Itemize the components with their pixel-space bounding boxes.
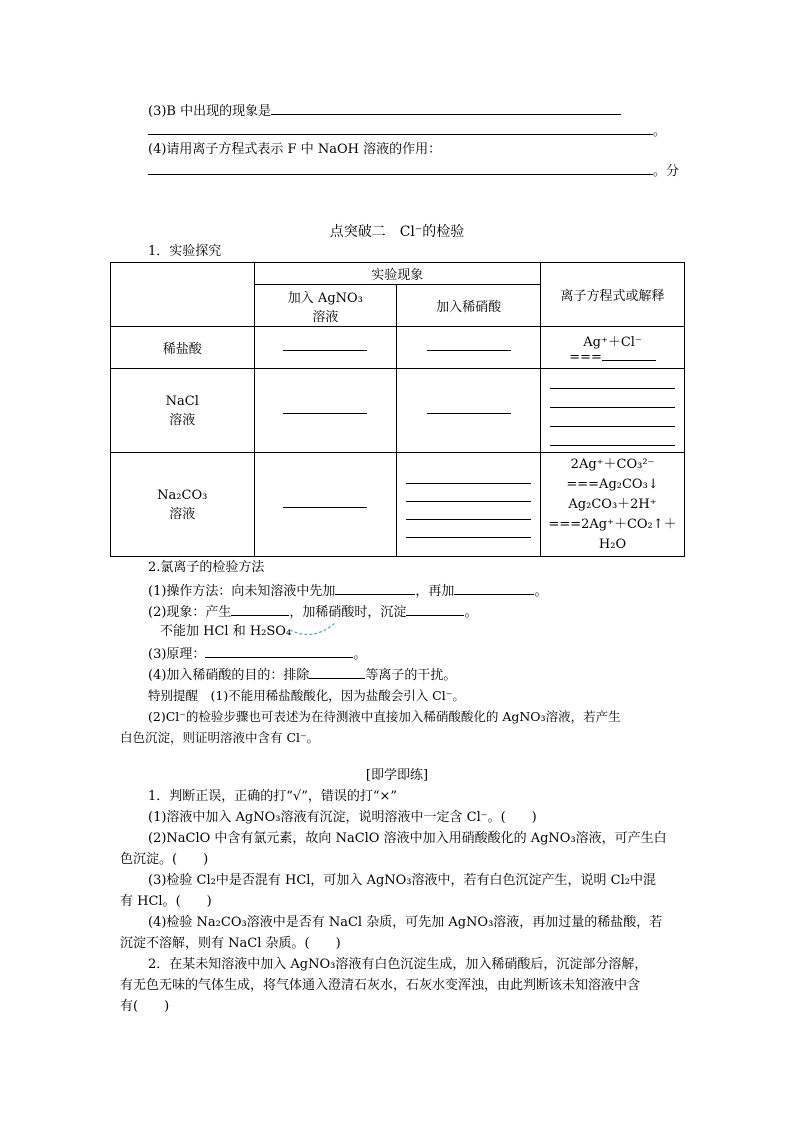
row-label-line2: 溶液	[169, 506, 196, 522]
row-label-line1: Na₂CO₃	[157, 487, 208, 503]
practice-q1: 1．判断正误，正确的打“√”，错误的打“×”	[148, 789, 398, 804]
cell-blank[interactable]	[397, 369, 541, 453]
cell-equation-na2co3	[541, 453, 685, 557]
method-operation	[148, 580, 547, 602]
row-label-line2: 溶液	[169, 412, 196, 428]
practice-q2: 2．在某未知溶液中加入 AgNO₃溶液有白色沉淀生成，加入稀硝酸后，沉淀部分溶解，	[148, 957, 648, 972]
practice-title: [即学即练]	[365, 768, 429, 783]
answer-blank[interactable]	[335, 580, 415, 595]
equation-text: Ag₂CO₃＋2H⁺	[568, 496, 657, 512]
question-4-text: (4)请用离子方程式表示 F 中 NaOH 溶液的作用：	[148, 142, 442, 157]
header-add-agno3	[254, 285, 397, 327]
method-purpose	[148, 664, 456, 686]
punctuation: 。	[534, 584, 548, 599]
answer-blank[interactable]	[406, 601, 464, 616]
answer-blank[interactable]	[148, 160, 653, 175]
practice-statement-2: (2)NaClO 中含有氯元素，故向 NaClO 溶液中加入用硝酸酸化的 AgNO₃溶液，可产生白	[148, 831, 667, 846]
practice-statement-1: (1)溶液中加入 AgNO₃溶液有沉淀，说明溶液中一定含 Cl⁻。( )	[148, 810, 537, 825]
method-phenomenon-text: (2)现象：产生	[148, 605, 232, 620]
answer-blank[interactable]	[231, 601, 289, 616]
header-phenomenon: 实验现象	[254, 263, 541, 285]
method-operation-text: ，再加	[415, 584, 455, 599]
row-label-hcl: 稀盐酸	[111, 327, 255, 369]
special-tip-2-continuation: 白色沉淀，则证明溶液中含有 Cl⁻。	[120, 730, 320, 745]
method-phenomenon-text: ，加稀硝酸时，沉淀	[289, 605, 407, 620]
practice-statement-4: (4)检验 Na₂CO₃溶液中是否有 NaCl 杂质，可先加 AgNO₃溶液，再加过量的稀盐酸，若	[148, 915, 663, 930]
experiment-table	[110, 262, 685, 557]
practice-statement-4-continuation: 沉淀不溶解，则有 NaCl 杂质。( )	[120, 936, 341, 951]
handwritten-note: 不能加 HCl 和 H₂SO₄	[160, 624, 292, 639]
punctuation: 。	[353, 647, 367, 662]
method-principle	[148, 643, 366, 665]
dashed-curve-annotation	[284, 616, 344, 640]
method-purpose-text: (4)加入稀硝酸的目的：排除	[148, 668, 310, 683]
cell-blank[interactable]	[254, 369, 397, 453]
punctuation: 。	[653, 124, 667, 139]
method-operation-text: (1)操作方法：向未知溶液中先加	[148, 584, 336, 599]
question-4	[148, 140, 441, 160]
practice-q2-continuation: 有无色无味的气体生成，将气体通入澄清石灰水，石灰水变浑浊，由此判断该未知溶液中含	[120, 978, 641, 993]
section-title: 点突破二 Cl⁻的检验	[329, 224, 465, 240]
row-label-line1: NaCl	[165, 393, 199, 409]
equation-text: 2Ag⁺＋CO₃²⁻	[570, 456, 655, 472]
method-principle-text: (3)原理：	[148, 647, 206, 662]
equation-text: ===Ag₂CO₃↓	[566, 476, 659, 492]
table-row	[111, 453, 685, 557]
row-label-na2co3	[111, 453, 255, 557]
special-tip-2: (2)Cl⁻的检验步骤也可表述为在待测液中直接加入稀硝酸酸化的 AgNO₃溶液，若产生	[148, 709, 621, 724]
equation-line	[541, 350, 684, 365]
header-add-agno3-line1: 加入 AgNO₃	[287, 290, 363, 306]
cell-blank[interactable]	[254, 453, 397, 557]
practice-statement-2-continuation: 色沉淀。( )	[120, 852, 209, 867]
cell-blank-lines[interactable]	[397, 453, 541, 557]
table-corner-cell	[111, 263, 255, 327]
practice-statement-3-continuation: 有 HCl。( )	[120, 894, 212, 909]
cell-equation-nacl[interactable]	[541, 369, 685, 453]
cell-blank[interactable]	[254, 327, 397, 369]
equation-text: Ag⁺＋Cl⁻	[583, 334, 642, 350]
row-label-nacl	[111, 369, 255, 453]
cell-equation-hcl	[541, 327, 685, 369]
answer-blank[interactable]	[148, 120, 653, 135]
question-3	[148, 100, 621, 122]
header-add-agno3-line2: 溶液	[312, 309, 339, 325]
answer-blank[interactable]	[205, 643, 353, 658]
equation-text: ===2Ag⁺＋CO₂↑＋	[548, 516, 677, 532]
answer-blank[interactable]	[602, 350, 656, 361]
practice-statement-3: (3)检验 Cl₂中是否混有 HCl，可加入 AgNO₃溶液中，若有白色沉淀产生，说明 Cl₂中混	[148, 873, 656, 888]
experiment-heading: 1．实验探究	[148, 244, 222, 259]
practice-q2-continuation: 有( )	[120, 999, 170, 1014]
method-purpose-text: 等离子的干扰。	[365, 668, 457, 683]
header-add-hno3: 加入稀硝酸	[397, 285, 541, 327]
equation-sign: ===	[569, 349, 602, 365]
method-heading: 2.氯离子的检验方法	[148, 560, 265, 575]
special-tip-1: 特别提醒 (1)不能用稀盐酸酸化，因为盐酸会引入 Cl⁻。	[148, 688, 465, 703]
cell-blank[interactable]	[397, 327, 541, 369]
answer-blank[interactable]	[271, 100, 621, 115]
question-4-continuation	[148, 160, 679, 182]
table-row	[111, 369, 685, 453]
table-row	[111, 327, 685, 369]
equation-text: H₂O	[598, 536, 627, 552]
answer-blank[interactable]	[309, 664, 365, 679]
header-equation: 离子方程式或解释	[541, 263, 685, 327]
question-3-text: (3)B 中出现的现象是	[148, 104, 272, 119]
punctuation: 。	[464, 605, 478, 620]
punctuation: 。分	[653, 164, 680, 179]
answer-blank[interactable]	[454, 580, 534, 595]
question-3-continuation	[148, 120, 666, 142]
